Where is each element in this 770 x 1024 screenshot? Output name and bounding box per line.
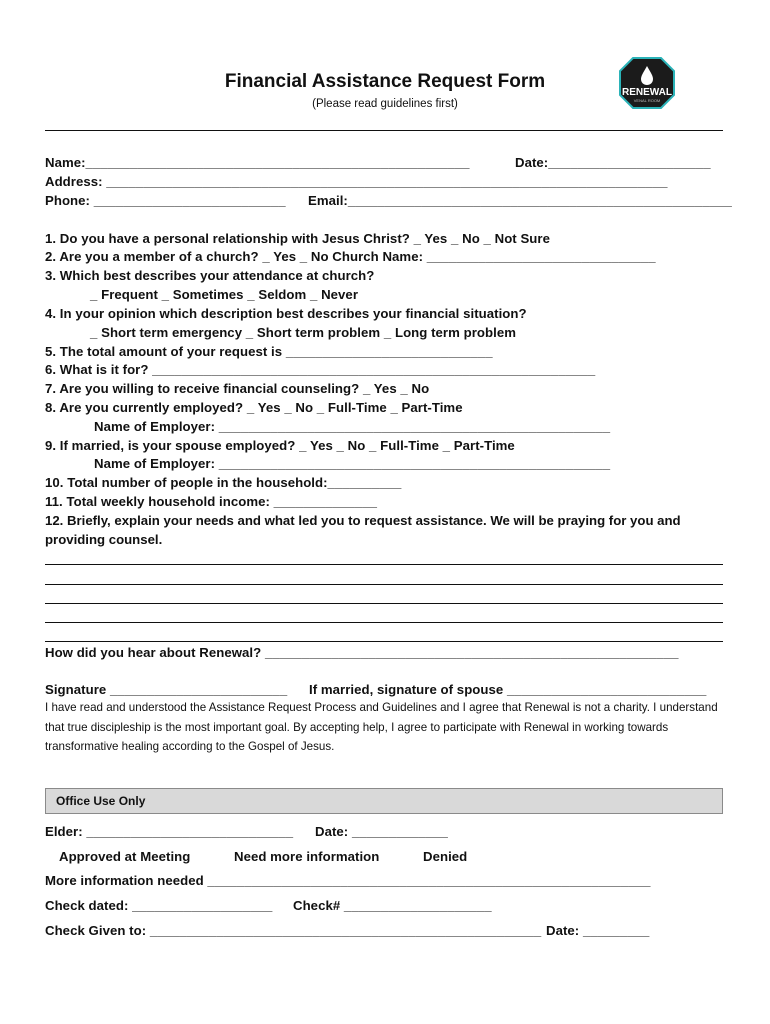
question-9-employer[interactable]: Name of Employer: _____________________________________________________ [94, 456, 611, 471]
question-9[interactable]: 9. If married, is your spouse employed? _ Yes _ No _ Full-Time _ Part-Time [45, 438, 515, 453]
question-12: 12. Briefly, explain your needs and what led you to request assistance. We will be praying for you and providing counsel. [45, 513, 681, 547]
answer-line[interactable] [45, 584, 723, 585]
logo-text: RENEWAL [622, 87, 672, 98]
phone-field[interactable]: Phone: __________________________ [45, 193, 286, 208]
check-number-field[interactable]: Check# ____________________ [293, 898, 492, 913]
office-use-header [45, 788, 723, 814]
answer-line[interactable] [45, 564, 723, 565]
office-use-title: Office Use Only [56, 794, 146, 808]
header-rule [45, 130, 723, 131]
more-info-field[interactable]: More information needed ____________________________________________________________ [45, 873, 651, 888]
question-1[interactable]: 1. Do you have a personal relationship with Jesus Christ? _ Yes _ No _ Not Sure [45, 231, 550, 246]
question-11[interactable]: 11. Total weekly household income: ______________ [45, 494, 378, 509]
need-info-option[interactable]: Need more information [234, 849, 380, 864]
date-field[interactable]: Date:______________________ [515, 155, 711, 170]
signature-field[interactable]: Signature ________________________ [45, 682, 288, 697]
spouse-signature-field[interactable]: If married, signature of spouse ___________________________ [309, 682, 707, 697]
check-dated-field[interactable]: Check dated: ___________________ [45, 898, 273, 913]
approved-option[interactable]: Approved at Meeting [59, 849, 191, 864]
denied-option[interactable]: Denied [423, 849, 468, 864]
answer-line[interactable] [45, 622, 723, 623]
name-field[interactable]: Name:____________________________________________________ [45, 155, 470, 170]
elder-field[interactable]: Elder: ____________________________ [45, 824, 294, 839]
question-7[interactable]: 7. Are you willing to receive financial counseling? _ Yes _ No [45, 381, 430, 396]
address-field[interactable]: Address: ____________________________________________________________________________ [45, 174, 668, 189]
check-given-date-field[interactable]: Date: _________ [546, 923, 650, 938]
page-title: Financial Assistance Request Form [224, 71, 546, 92]
email-field[interactable]: Email:____________________________________________________ [308, 193, 732, 208]
page-subtitle: (Please read guidelines first) [312, 98, 458, 110]
referral-field[interactable]: How did you hear about Renewal? ________________________________________________________ [45, 645, 679, 660]
question-10[interactable]: 10. Total number of people in the household:__________ [45, 475, 402, 490]
answer-line[interactable] [45, 641, 723, 642]
question-8-employer[interactable]: Name of Employer: _____________________________________________________ [94, 419, 611, 434]
answer-line[interactable] [45, 603, 723, 604]
elder-date-field[interactable]: Date: _____________ [315, 824, 448, 839]
question-5[interactable]: 5. The total amount of your request is ____________________________ [45, 344, 493, 359]
question-3: 3. Which best describes your attendance at church? [45, 268, 375, 283]
agreement-text: I have read and understood the Assistance Request Process and Guidelines and I agree that Renewal is not a charity. I understand that true discipleship is the most important goal. By accepting help, I agree to participate with Renewal in working towards transformative healing according to the Gospel of Jesus. [45, 701, 718, 753]
logo-subtext: VENAL ROOM [633, 98, 661, 103]
question-4-options[interactable]: _ Short term emergency _ Short term problem _ Long term problem [90, 325, 516, 340]
question-2[interactable]: 2. Are you a member of a church? _ Yes _ No Church Name: _______________________________ [45, 249, 656, 264]
question-8[interactable]: 8. Are you currently employed? _ Yes _ No _ Full-Time _ Part-Time [45, 400, 463, 415]
check-given-field[interactable]: Check Given to: _____________________________________________________ [45, 923, 542, 938]
question-4: 4. In your opinion which description best describes your financial situation? [45, 306, 527, 321]
question-6[interactable]: 6. What is it for? ____________________________________________________________ [45, 362, 596, 377]
renewal-logo [619, 57, 675, 109]
question-3-options[interactable]: _ Frequent _ Sometimes _ Seldom _ Never [90, 287, 358, 302]
